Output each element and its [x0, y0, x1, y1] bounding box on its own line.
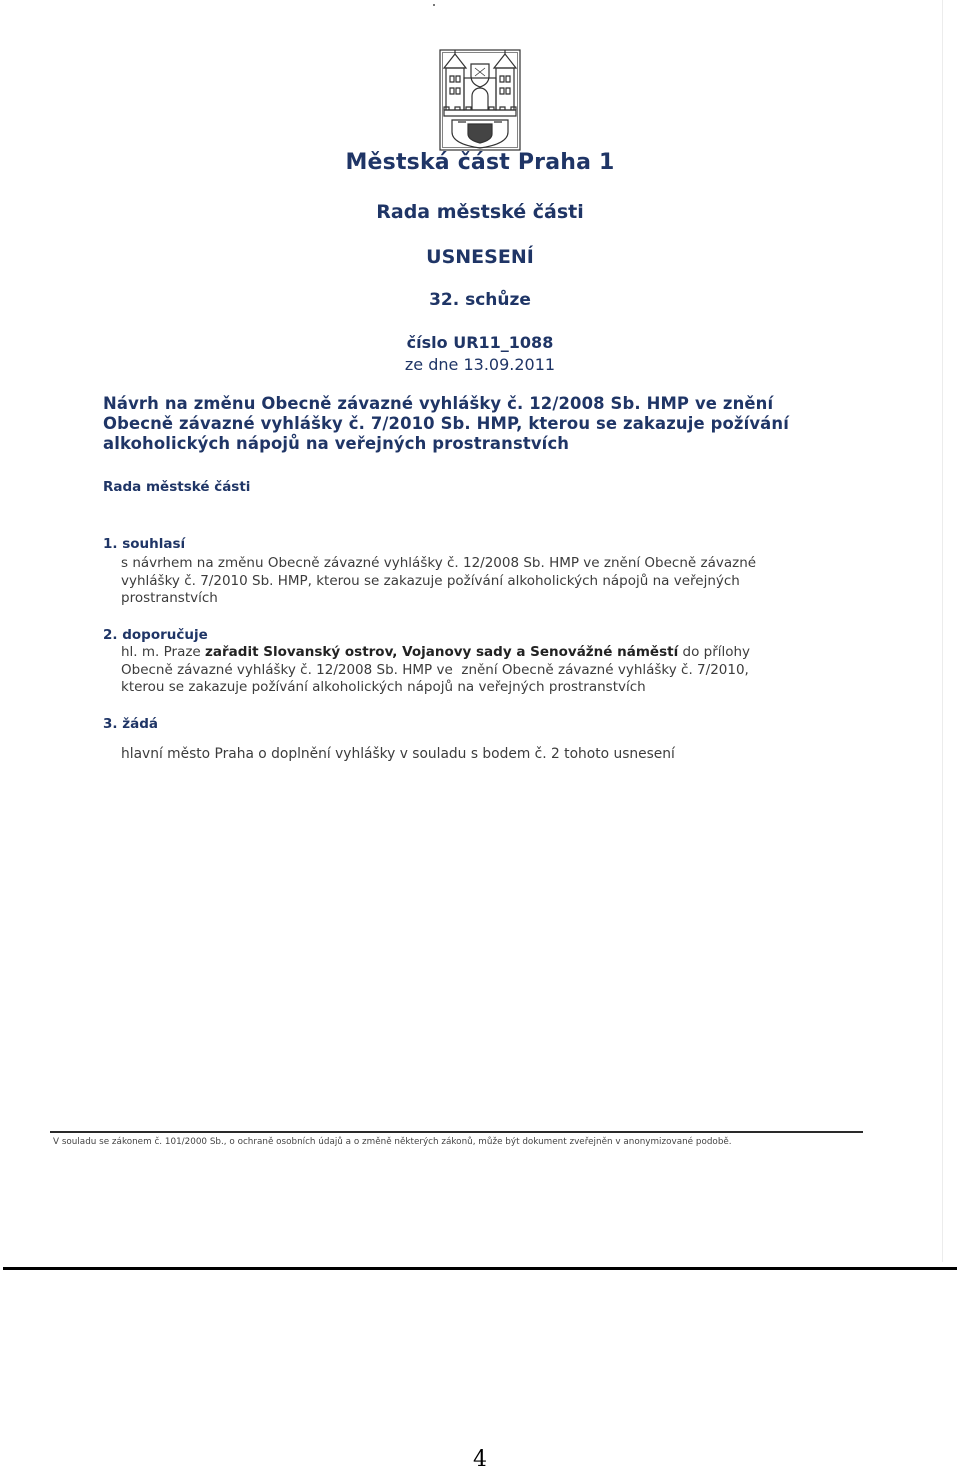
point-verb: souhlasí	[122, 536, 186, 552]
point-text	[121, 644, 750, 697]
page-number: 4	[473, 1447, 487, 1472]
resolution-number: číslo UR11_1088	[406, 333, 554, 352]
footnote-divider	[50, 1131, 863, 1133]
point-text	[121, 746, 675, 764]
council-title: Rada městské části	[376, 201, 584, 223]
point-heading	[103, 627, 750, 643]
page-divider	[3, 1267, 957, 1270]
resolution-date: ze dne 13.09.2011	[404, 355, 556, 374]
point-heading	[103, 716, 675, 732]
point-number: 1.	[103, 536, 118, 552]
point-number: 2.	[103, 627, 118, 643]
resolution-subject	[103, 394, 863, 454]
point-line-start: hl. m. Praze	[121, 644, 201, 660]
subject-line: Obecně závazné vyhlášky č. 7/2010 Sb. HMP, kterou se zakazuje požívání	[103, 414, 789, 433]
meeting-number: 32. schůze	[429, 290, 531, 310]
subject-line: Návrh na změnu Obecně závazné vyhlášky č. 12/2008 Sb. HMP ve znění	[103, 394, 774, 413]
point-line: kterou se zakazuje požívání alkoholických nápojů na veřejných prostranstvích	[121, 679, 646, 695]
resolution-point-1	[103, 536, 756, 608]
resolution-point-3	[103, 716, 675, 764]
point-text	[121, 555, 756, 608]
prague-1-coat-of-arms-icon	[438, 48, 522, 152]
point-line: hlavní město Praha o doplnění vyhlášky v souladu s bodem č. 2 tohoto usnesení	[121, 746, 675, 762]
point-line-emphasis: zařadit Slovanský ostrov, Vojanovy sady a Senovážné náměstí	[205, 644, 679, 660]
subject-line: alkoholických nápojů na veřejných prostranstvích	[103, 434, 570, 453]
point-number: 3.	[103, 716, 118, 732]
point-line-end: do přílohy	[682, 644, 751, 660]
point-line: prostranstvích	[121, 590, 218, 606]
document-type: USNESENÍ	[426, 246, 534, 268]
point-line: Obecně závazné vyhlášky č. 12/2008 Sb. HMP ve znění Obecně závazné vyhlášky č. 7/2010,	[121, 661, 749, 678]
point-verb: žádá	[122, 716, 158, 732]
scan-speck	[433, 4, 435, 6]
scan-edge	[942, 0, 943, 1262]
point-verb: doporučuje	[122, 627, 208, 643]
point-line: vyhlášky č. 7/2010 Sb. HMP, kterou se zakazuje požívání alkoholických nápojů na veřejných	[121, 572, 740, 589]
privacy-footnote: V souladu se zákonem č. 101/2000 Sb., o ochraně osobních údajů a o změně některých zákonů, může být dokument zveřejněn v anonymizované podobě.	[53, 1137, 732, 1147]
point-line: s návrhem na změnu Obecně závazné vyhlášky č. 12/2008 Sb. HMP ve znění Obecně závazné	[121, 555, 757, 571]
point-heading	[103, 536, 756, 552]
resolution-point-2	[103, 627, 750, 697]
district-title: Městská část Praha 1	[345, 150, 615, 175]
point-line	[121, 644, 750, 662]
deciding-body: Rada městské části	[103, 479, 251, 495]
